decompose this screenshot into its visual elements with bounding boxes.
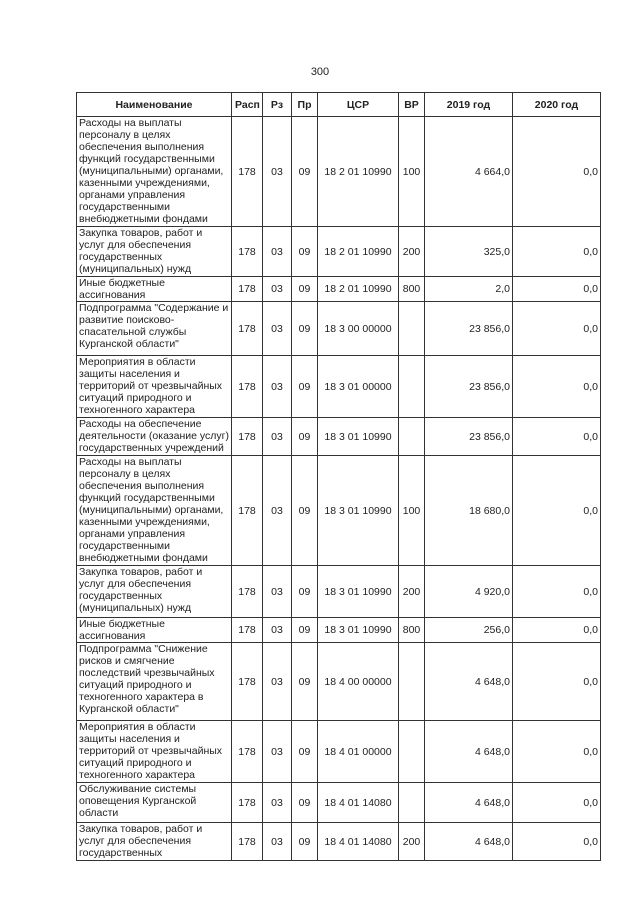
- cell-vr: [399, 643, 425, 721]
- cell-name: Закупка товаров, работ и услуг для обеспечения государственных: [77, 823, 232, 861]
- cell-2020: 0,0: [513, 277, 601, 302]
- table-row: [77, 618, 601, 643]
- cell-rz: 03: [263, 277, 292, 302]
- col-header-csr: ЦСР: [318, 93, 399, 117]
- cell-rz: 03: [263, 302, 292, 356]
- cell-2019: 4 648,0: [425, 721, 513, 783]
- cell-2020: 0,0: [513, 356, 601, 418]
- cell-name: Мероприятия в области защиты населения и территорий от чрезвычайных ситуаций природного и техногенного характера: [77, 721, 232, 783]
- table-row: [77, 277, 601, 302]
- col-header-vr: ВР: [399, 93, 425, 117]
- cell-name: Расходы на обеспечение деятельности (оказание услуг) государственных учреждений: [77, 418, 232, 456]
- cell-pr: 09: [292, 643, 318, 721]
- cell-vr: 800: [399, 277, 425, 302]
- table-row: [77, 643, 601, 721]
- cell-rasp: 178: [232, 456, 263, 566]
- cell-2020: 0,0: [513, 418, 601, 456]
- cell-rasp: 178: [232, 277, 263, 302]
- cell-rasp: 178: [232, 721, 263, 783]
- cell-2019: 256,0: [425, 618, 513, 643]
- cell-pr: 09: [292, 418, 318, 456]
- cell-csr: 18 3 01 10990: [318, 566, 399, 618]
- cell-2020: 0,0: [513, 566, 601, 618]
- cell-pr: 09: [292, 302, 318, 356]
- cell-pr: 09: [292, 721, 318, 783]
- cell-vr: 800: [399, 618, 425, 643]
- cell-rasp: 178: [232, 643, 263, 721]
- cell-2019: 23 856,0: [425, 302, 513, 356]
- cell-csr: 18 3 01 10990: [318, 456, 399, 566]
- cell-rz: 03: [263, 783, 292, 823]
- cell-pr: 09: [292, 823, 318, 861]
- cell-csr: 18 2 01 10990: [318, 117, 399, 227]
- cell-rasp: 178: [232, 783, 263, 823]
- cell-rz: 03: [263, 117, 292, 227]
- cell-rasp: 178: [232, 418, 263, 456]
- cell-name: Подпрограмма "Содержание и развитие поисково-спасательной службы Курганской области": [77, 302, 232, 356]
- cell-pr: 09: [292, 783, 318, 823]
- table-row: [77, 302, 601, 356]
- table-row: [77, 783, 601, 823]
- cell-name: Иные бюджетные ассигнования: [77, 277, 232, 302]
- table-row: [77, 117, 601, 227]
- cell-vr: [399, 721, 425, 783]
- cell-pr: 09: [292, 227, 318, 277]
- cell-name: Мероприятия в области защиты населения и территорий от чрезвычайных ситуаций природного и техногенного характера: [77, 356, 232, 418]
- table-header-row: [77, 93, 601, 117]
- cell-name: Расходы на выплаты персоналу в целях обеспечения выполнения функций государственными (муниципальными) органами, казенными учреждениями, органами управления государственными внебюджетными фондами: [77, 117, 232, 227]
- budget-table: [76, 92, 601, 861]
- cell-name: Обслуживание системы оповещения Курганской области: [77, 783, 232, 823]
- cell-vr: 200: [399, 823, 425, 861]
- cell-pr: 09: [292, 356, 318, 418]
- table-row: [77, 227, 601, 277]
- cell-rasp: 178: [232, 356, 263, 418]
- cell-rz: 03: [263, 823, 292, 861]
- cell-2020: 0,0: [513, 227, 601, 277]
- col-header-2020: 2020 год: [513, 93, 601, 117]
- page-number: 300: [310, 66, 330, 78]
- cell-2019: 18 680,0: [425, 456, 513, 566]
- cell-pr: 09: [292, 618, 318, 643]
- cell-2020: 0,0: [513, 117, 601, 227]
- cell-rz: 03: [263, 356, 292, 418]
- cell-name: Расходы на выплаты персоналу в целях обеспечения выполнения функций государственными (муниципальными) органами, казенными учреждениями, органами управления государственными внебюджетными фондами: [77, 456, 232, 566]
- cell-vr: 200: [399, 566, 425, 618]
- cell-pr: 09: [292, 456, 318, 566]
- cell-csr: 18 4 01 14080: [318, 823, 399, 861]
- cell-csr: 18 3 01 10990: [318, 418, 399, 456]
- table-row: [77, 823, 601, 861]
- cell-name: Иные бюджетные ассигнования: [77, 618, 232, 643]
- cell-name: Закупка товаров, работ и услуг для обеспечения государственных (муниципальных) нужд: [77, 566, 232, 618]
- cell-2019: 4 648,0: [425, 823, 513, 861]
- cell-2020: 0,0: [513, 302, 601, 356]
- table-row: [77, 721, 601, 783]
- cell-2019: 4 664,0: [425, 117, 513, 227]
- cell-pr: 09: [292, 117, 318, 227]
- cell-rasp: 178: [232, 117, 263, 227]
- cell-csr: 18 3 01 00000: [318, 356, 399, 418]
- cell-2019: 2,0: [425, 277, 513, 302]
- table-row: [77, 356, 601, 418]
- cell-vr: 200: [399, 227, 425, 277]
- cell-2019: 4 648,0: [425, 783, 513, 823]
- col-header-rasp: Расп: [232, 93, 263, 117]
- cell-vr: [399, 418, 425, 456]
- cell-rz: 03: [263, 721, 292, 783]
- col-header-pr: Пр: [292, 93, 318, 117]
- col-header-name: Наименование: [77, 93, 232, 117]
- cell-csr: 18 4 00 00000: [318, 643, 399, 721]
- cell-pr: 09: [292, 277, 318, 302]
- col-header-rz: Рз: [263, 93, 292, 117]
- cell-2020: 0,0: [513, 783, 601, 823]
- cell-rz: 03: [263, 227, 292, 277]
- cell-vr: [399, 783, 425, 823]
- cell-vr: 100: [399, 117, 425, 227]
- cell-name: Закупка товаров, работ и услуг для обеспечения государственных (муниципальных) нужд: [77, 227, 232, 277]
- table-row: [77, 456, 601, 566]
- cell-csr: 18 4 01 14080: [318, 783, 399, 823]
- table-row: [77, 418, 601, 456]
- cell-2019: 4 920,0: [425, 566, 513, 618]
- cell-pr: 09: [292, 566, 318, 618]
- cell-2019: 23 856,0: [425, 356, 513, 418]
- cell-csr: 18 2 01 10990: [318, 227, 399, 277]
- cell-vr: [399, 302, 425, 356]
- cell-2020: 0,0: [513, 721, 601, 783]
- cell-2019: 4 648,0: [425, 643, 513, 721]
- cell-rasp: 178: [232, 227, 263, 277]
- col-header-2019: 2019 год: [425, 93, 513, 117]
- cell-rasp: 178: [232, 302, 263, 356]
- cell-rasp: 178: [232, 566, 263, 618]
- cell-csr: 18 4 01 00000: [318, 721, 399, 783]
- cell-rz: 03: [263, 418, 292, 456]
- table-row: [77, 566, 601, 618]
- cell-rz: 03: [263, 618, 292, 643]
- cell-vr: 100: [399, 456, 425, 566]
- cell-2020: 0,0: [513, 456, 601, 566]
- cell-rasp: 178: [232, 618, 263, 643]
- cell-csr: 18 2 01 10990: [318, 277, 399, 302]
- cell-csr: 18 3 01 10990: [318, 618, 399, 643]
- cell-csr: 18 3 00 00000: [318, 302, 399, 356]
- cell-2020: 0,0: [513, 823, 601, 861]
- cell-rz: 03: [263, 643, 292, 721]
- cell-2020: 0,0: [513, 643, 601, 721]
- cell-2019: 325,0: [425, 227, 513, 277]
- cell-vr: [399, 356, 425, 418]
- cell-rz: 03: [263, 566, 292, 618]
- cell-2019: 23 856,0: [425, 418, 513, 456]
- cell-rz: 03: [263, 456, 292, 566]
- cell-rasp: 178: [232, 823, 263, 861]
- cell-2020: 0,0: [513, 618, 601, 643]
- cell-name: Подпрограмма "Снижение рисков и смягчение последствий чрезвычайных ситуаций природного и техногенного характера в Курганской области": [77, 643, 232, 721]
